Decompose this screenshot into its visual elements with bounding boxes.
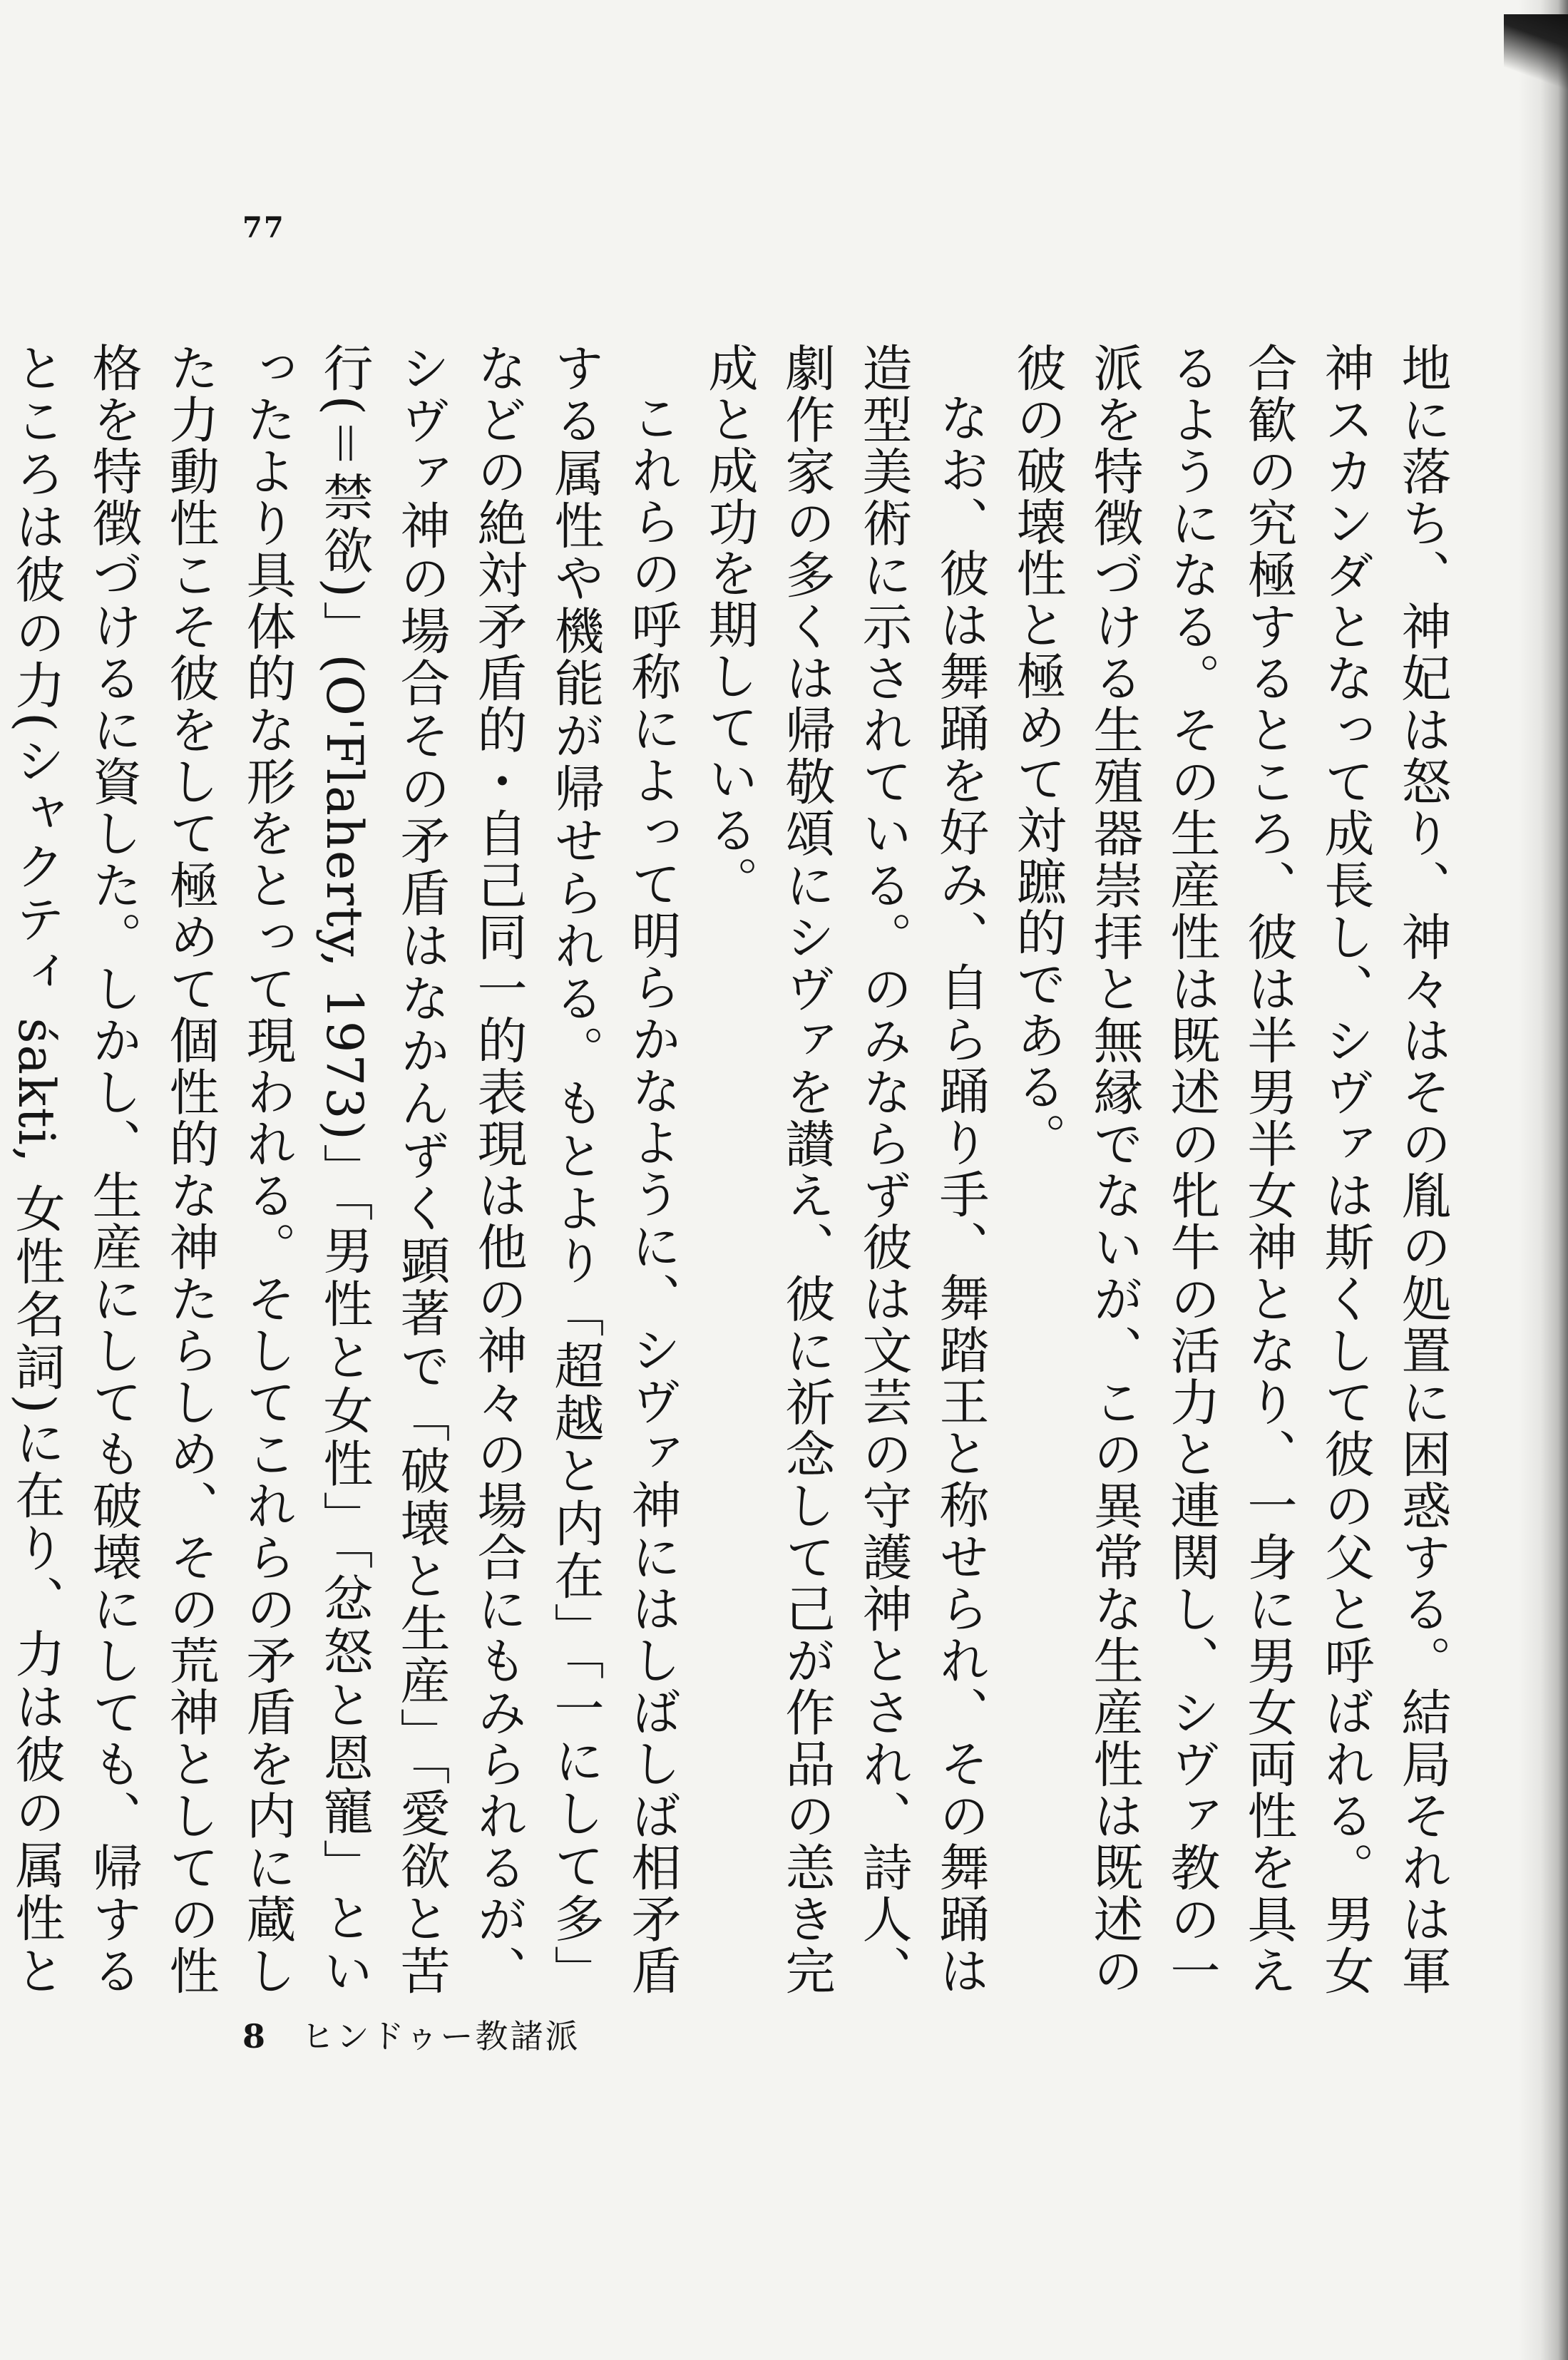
running-footer	[242, 2011, 580, 2058]
chapter-title: ヒンドゥー教諸派	[301, 2017, 580, 2056]
page-number: 77	[242, 211, 285, 245]
paragraph-3: これらの呼称によって明らかなように、シヴァ神にはしばしば相矛盾する属性や機能が帰せられる。もとより「超越と内在」「一にして多」などの絶対矛盾的・自己同一的表現は他の神々の場合にもみられるが、シヴァ神の場合その矛盾はなかんずく顕著で「破壊と生産」「愛欲と苦行(＝禁欲)」(O'Flaherty, 1973)」「男性と女性」「忿怒と恩寵」といったより具体的な形をとって現われる。そしてこれらの矛盾を内に蔵した力動性こそ彼をして極めて個性的な神たらしめ、その荒神としての性格を特徴づけるに資した。しかし、生産にしても破壊にしても、帰するところは彼の力(シャクティ śakti, 女性名詞)に在り、力は彼の属性と	[7, 342, 682, 1996]
paragraph-1: 地に落ち、神妃は怒り、神々はその胤の処置に困惑する。結局それは軍神スカンダとなって成長し、シヴァは斯くして彼の父と呼ばれる。男女合歓の究極するところ、彼は半男半女神となり、一身に男女両性を具えるようになる。その生産性は既述の牝牛の活力と連関し、シヴァ教の一派を特徴づける生殖器崇拝と無縁でないが、この異常な生産性は既述の彼の破壊性と極めて対蹠的である。	[1008, 342, 1452, 1996]
scan-corner-mark	[1504, 14, 1568, 100]
chapter-number: 8	[242, 2017, 268, 2056]
paragraph-2: なお、彼は舞踊を好み、自ら踊り手、舞踏王と称せられ、その舞踊は造型美術に示されている。のみならず彼は文芸の守護神とされ、詩人、劇作家の多くは帰敬頌にシヴァを讃え、彼に祈念して己が作品の恙き完成と成功を期している。	[700, 342, 990, 1996]
body-text	[7, 342, 1461, 1996]
page-edge-shadow	[1518, 0, 1568, 2360]
